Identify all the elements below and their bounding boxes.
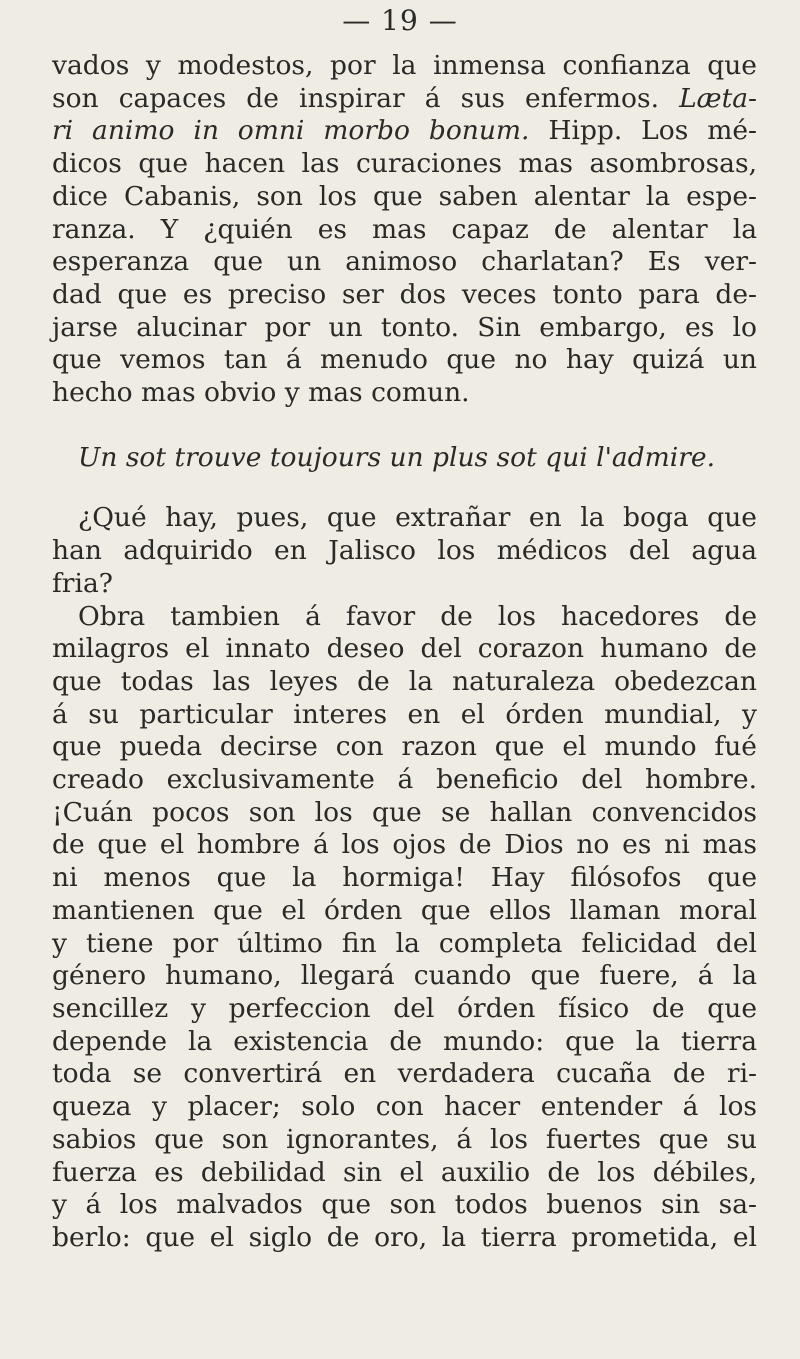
text-line: sencillez y perfeccion del órden físico de que bbox=[52, 992, 757, 1024]
paragraph-1 bbox=[52, 50, 757, 410]
text-line bbox=[52, 83, 757, 116]
page-number: — 19 — bbox=[342, 4, 458, 37]
text-line: creado exclusivamente á beneficio del hombre. bbox=[52, 764, 757, 796]
text-line: hecho mas obvio y mas comun. bbox=[52, 377, 470, 409]
text-line: depende la existencia de mundo: que la tierra bbox=[52, 1025, 757, 1057]
text-line: berlo: que el siglo de oro, la tierra prometida, el bbox=[52, 1221, 757, 1253]
text-line: dice Cabanis, son los que saben alentar la espe- bbox=[52, 180, 757, 212]
text-line: milagros el innato deseo del corazon humano de bbox=[52, 633, 757, 665]
text-line: vados y modestos, por la inmensa confianza que bbox=[52, 50, 757, 81]
text-line: Obra tambien á favor de los hacedores de bbox=[78, 600, 757, 632]
text-fragment: son capaces de inspirar á sus enfermos. bbox=[52, 82, 680, 114]
text-line: y tiene por último fin la completa felicidad del bbox=[52, 927, 757, 959]
text-line: toda se convertirá en verdadera cucaña de ri- bbox=[52, 1058, 757, 1090]
text-line: mantienen que el órden que ellos llaman moral bbox=[52, 894, 757, 926]
text-line: ni menos que la hormiga! Hay filósofos que bbox=[52, 862, 757, 894]
text-line: á su particular interes en el órden mundial, y bbox=[52, 698, 757, 730]
text-line: que pueda decirse con razon que el mundo fué bbox=[52, 731, 757, 763]
text-line: dicos que hacen las curaciones mas asombrosas, bbox=[52, 148, 757, 180]
text-line: que todas las leyes de la naturaleza obedezcan bbox=[52, 665, 757, 697]
text-line: género humano, llegará cuando que fuere, á la bbox=[52, 960, 757, 992]
text-line: que vemos tan á menudo que no hay quizá un bbox=[52, 344, 757, 376]
text-line: queza y placer; solo con hacer entender á los bbox=[52, 1091, 757, 1123]
text-line: esperanza que un animoso charlatan? Es ver- bbox=[52, 246, 757, 278]
latin-phrase: ri animo in omni morbo bonum. bbox=[52, 115, 530, 147]
paragraph-2 bbox=[52, 502, 757, 600]
text-line: han adquirido en Jalisco los médicos del agua bbox=[52, 535, 757, 567]
text-line: jarse alucinar por un tonto. Sin embargo, es lo bbox=[52, 311, 757, 343]
text-line: fria? bbox=[52, 567, 113, 599]
text-line: sabios que son ignorantes, á los fuertes que su bbox=[52, 1123, 757, 1155]
paragraph-3 bbox=[52, 601, 757, 1255]
latin-phrase: Læta- bbox=[679, 82, 757, 114]
text-line: ¿Qué hay, pues, que extrañar en la boga que bbox=[78, 502, 757, 534]
text-line bbox=[52, 115, 757, 148]
text-line: ¡Cuán pocos son los que se hallan convencidos bbox=[52, 796, 757, 828]
text-line: de que el hombre á los ojos de Dios no es ni mas bbox=[52, 829, 757, 861]
page-body bbox=[52, 50, 757, 1255]
french-quote: Un sot trouve toujours un plus sot qui l'admire. bbox=[78, 441, 716, 473]
text-line: fuerza es debilidad sin el auxilio de los débiles, bbox=[52, 1156, 757, 1188]
text-line: dad que es preciso ser dos veces tonto para de- bbox=[52, 278, 757, 310]
text-line: ranza. Y ¿quién es mas capaz de alentar la bbox=[52, 213, 757, 245]
text-line: y á los malvados que son todos buenos sin sa- bbox=[52, 1189, 757, 1221]
text-fragment: Hipp. Los mé- bbox=[529, 115, 757, 147]
